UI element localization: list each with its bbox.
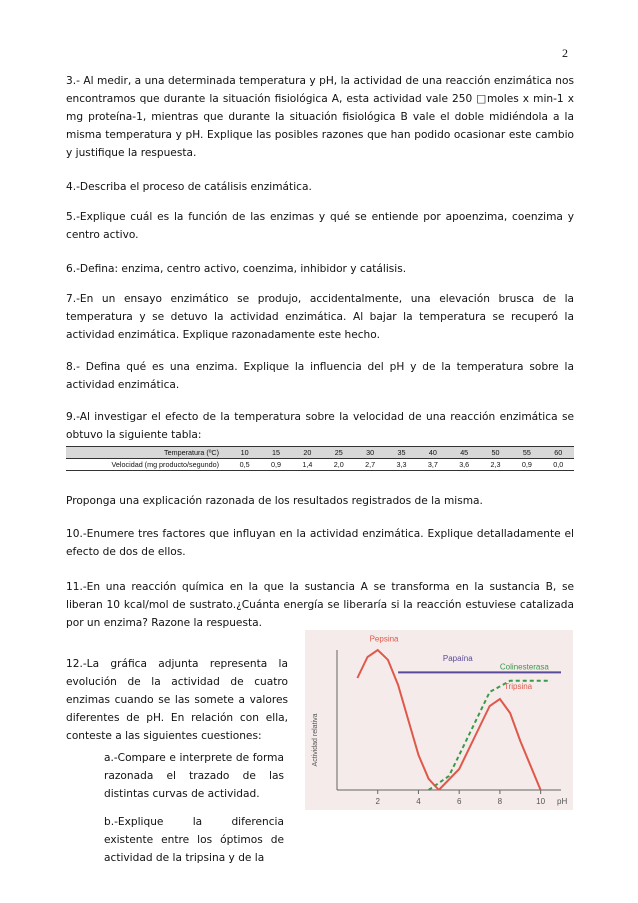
table-cell: 0,0 <box>543 459 574 471</box>
x-tick-label: 8 <box>497 797 503 806</box>
question-5: 5.-Explique cuál es la función de las enzimas y qué se entiende por apoenzima, coenzima y centro activo. <box>66 211 574 241</box>
series-label: Tripsina <box>503 682 533 692</box>
table-cell: 2,3 <box>480 459 511 471</box>
table-cell: 45 <box>449 447 480 459</box>
chart-background <box>305 630 573 810</box>
table-cell: 0,9 <box>260 459 291 471</box>
table-cell: 15 <box>260 447 291 459</box>
table-cell: 3,7 <box>417 459 448 471</box>
question-12a: a.-Compare e interprete de forma razonada el trazado de las distintas curvas de actividad. <box>104 751 284 800</box>
x-axis-label: pH <box>557 797 568 806</box>
temperature-table <box>66 446 574 471</box>
x-tick-label: 10 <box>536 797 546 806</box>
table-cell: 50 <box>480 447 511 459</box>
table-cell: 35 <box>386 447 417 459</box>
table-cell: 25 <box>323 447 354 459</box>
table-cell: 55 <box>511 447 542 459</box>
series-label: Pepsina <box>369 634 399 644</box>
table-cell: 20 <box>292 447 323 459</box>
question-11: 11.-En una reacción química en la que la sustancia A se transforma en la sustancia B, se liberan 10 kcal/mol de sustrato.¿Cuánta energía se liberaría si la reacción estuviese catalizada por un enzima? Razone la respuesta. <box>66 581 574 629</box>
series-label: Papaína <box>442 654 473 664</box>
table-cell: 60 <box>543 447 574 459</box>
table-cell: 0,5 <box>229 459 260 471</box>
x-tick-label: 2 <box>375 797 380 806</box>
table-cell: 0,9 <box>511 459 542 471</box>
table-cell: 40 <box>417 447 448 459</box>
table-cell: 3,6 <box>449 459 480 471</box>
x-tick-label: 6 <box>456 797 462 806</box>
table-cell: 1,4 <box>292 459 323 471</box>
ph-activity-chart <box>305 630 573 810</box>
page-number: 2 <box>562 46 568 60</box>
temperature-row <box>66 447 574 459</box>
question-12: 12.-La gráfica adjunta representa la evolución de la actividad de cuatro enzimas cuando se las somete a valores diferentes de pH. En relación con ella, conteste a las siguientes cuestiones: <box>66 657 288 742</box>
question-4: 4.-Describa el proceso de catálisis enzimática. <box>66 181 312 193</box>
question-8: 8.- Defina qué es una enzima. Explique la influencia del pH y de la temperatura sobre la actividad enzimática. <box>66 361 574 391</box>
table-cell: 2,0 <box>323 459 354 471</box>
question-3: 3.- Al medir, a una determinada temperatura y pH, la actividad de una reacción enzimática nos encontramos que durante la situación fisiológica A, esta actividad vale 250 □moles x min-1 x mg proteína-1, mientras que durante la situación fisiológica B vale el doble midiéndola a la misma temperatura y pH. Explique las posibles razones que han podido ocasionar este cambio y justifique la respuesta. <box>66 75 574 159</box>
series-label: Colinesterasa <box>499 662 549 672</box>
temperature-header: Temperatura (ºC) <box>66 447 229 459</box>
table-cell: 2,7 <box>354 459 385 471</box>
velocity-row <box>66 459 574 471</box>
question-9: 9.-Al investigar el efecto de la temperatura sobre la velocidad de una reacción enzimática se obtuvo la siguiente tabla: <box>66 411 574 441</box>
table-cell: 3,3 <box>386 459 417 471</box>
question-9-followup: Proponga una explicación razonada de los resultados registrados de la misma. <box>66 495 483 507</box>
table-cell: 10 <box>229 447 260 459</box>
velocity-header: Velocidad (mg producto/segundo) <box>66 459 229 471</box>
question-7: 7.-En un ensayo enzimático se produjo, accidentalmente, una elevación brusca de la temperatura y se detuvo la actividad enzimática. Al bajar la temperatura se recuperó la actividad enzimática. Explique razonadamente este hecho. <box>66 293 574 341</box>
question-12b: b.-Explique la diferencia existente entre los óptimos de actividad de la tripsina y de la <box>104 815 284 864</box>
question-6: 6.-Defina: enzima, centro activo, coenzima, inhibidor y catálisis. <box>66 263 407 275</box>
table-cell: 30 <box>354 447 385 459</box>
y-axis-label: Actividad relativa <box>312 713 319 767</box>
x-tick-label: 4 <box>416 797 421 806</box>
question-10: 10.-Enumere tres factores que influyan en la actividad enzimática. Explique detalladamente el efecto de dos de ellos. <box>66 528 574 558</box>
